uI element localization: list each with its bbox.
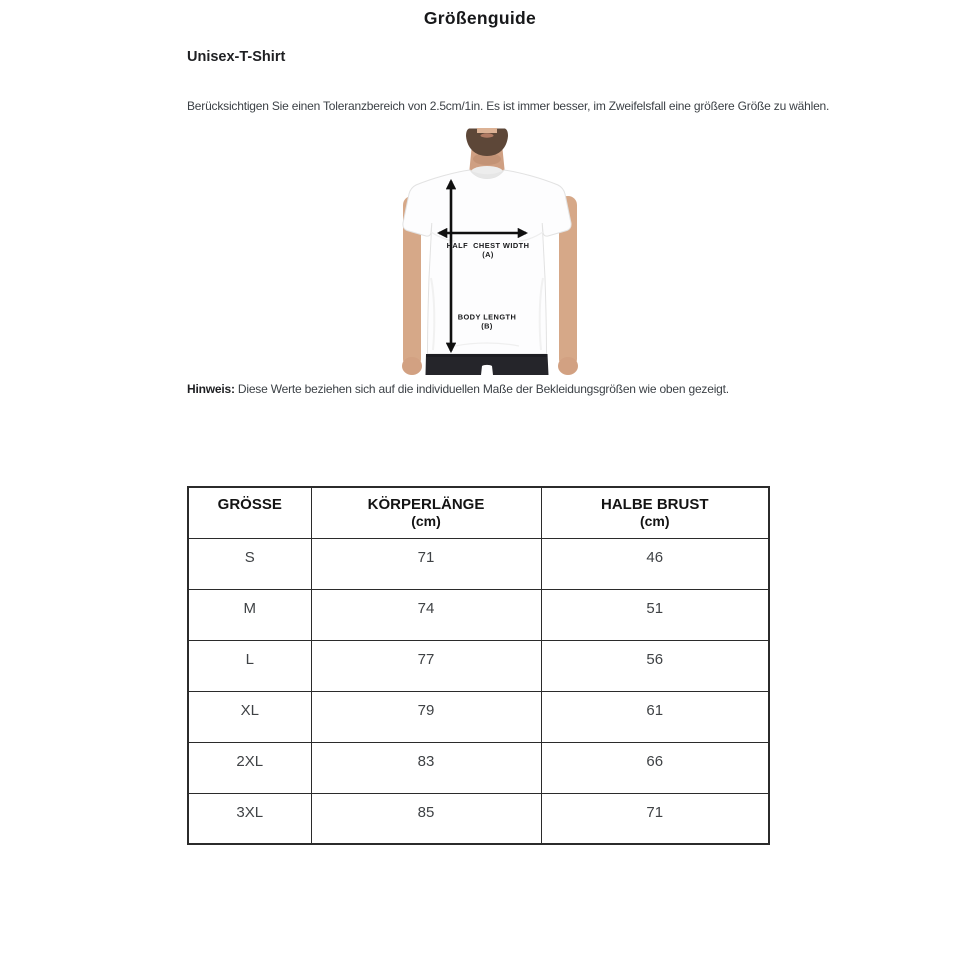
size-cell: L [188, 640, 311, 691]
header-half-chest: HALBE BRUST (cm) [541, 487, 769, 538]
table-row [188, 691, 769, 742]
body-length-sublabel: (B) [481, 321, 493, 331]
hint-text: Diese Werte beziehen sich auf die individuellen Maße der Bekleidungsgrößen wie oben gezeigt. [237, 382, 729, 396]
size-cell: 2XL [188, 742, 311, 793]
model-photo [395, 128, 585, 375]
size-cell: XL [188, 691, 311, 742]
half-chest-cell: 61 [541, 691, 769, 742]
size-cell: 3XL [188, 793, 311, 844]
size-cell: M [188, 589, 311, 640]
table-row [188, 640, 769, 691]
hint-note [187, 382, 887, 396]
half-chest-cell: 51 [541, 589, 769, 640]
size-table-header-row [188, 487, 769, 538]
size-cell: S [188, 538, 311, 589]
tolerance-note: Berücksichtigen Sie einen Toleranzbereich von 2.5cm/1in. Es ist immer besser, im Zweifelsfall eine größere Größe zu wählen. [187, 99, 830, 113]
half-chest-cell: 46 [541, 538, 769, 589]
header-size: GRÖSSE [188, 487, 311, 538]
table-row [188, 793, 769, 844]
half-chest-cell: 66 [541, 742, 769, 793]
product-title: Unisex-T-Shirt [187, 49, 286, 65]
half-chest-cell: 56 [541, 640, 769, 691]
half-chest-label: HALF CHEST WIDTH [446, 241, 530, 250]
half-chest-sublabel: (A) [482, 250, 494, 259]
table-row [188, 589, 769, 640]
hint-label: Hinweis: [187, 382, 235, 396]
body-length-cell: 77 [311, 640, 541, 691]
trousers [426, 354, 549, 375]
body-length-cell: 79 [311, 691, 541, 742]
body-length-label: BODY LENGTH [457, 312, 517, 322]
body-length-cell: 74 [311, 589, 541, 640]
body-length-cell: 71 [311, 538, 541, 589]
body-length-cell: 83 [311, 742, 541, 793]
table-row [188, 742, 769, 793]
table-row [188, 538, 769, 589]
size-diagram [395, 128, 585, 375]
size-table [187, 486, 770, 845]
half-chest-cell: 71 [541, 793, 769, 844]
header-body-length: KÖRPERLÄNGE (cm) [311, 487, 541, 538]
page-title: Größenguide [423, 8, 537, 28]
body-length-cell: 85 [311, 793, 541, 844]
